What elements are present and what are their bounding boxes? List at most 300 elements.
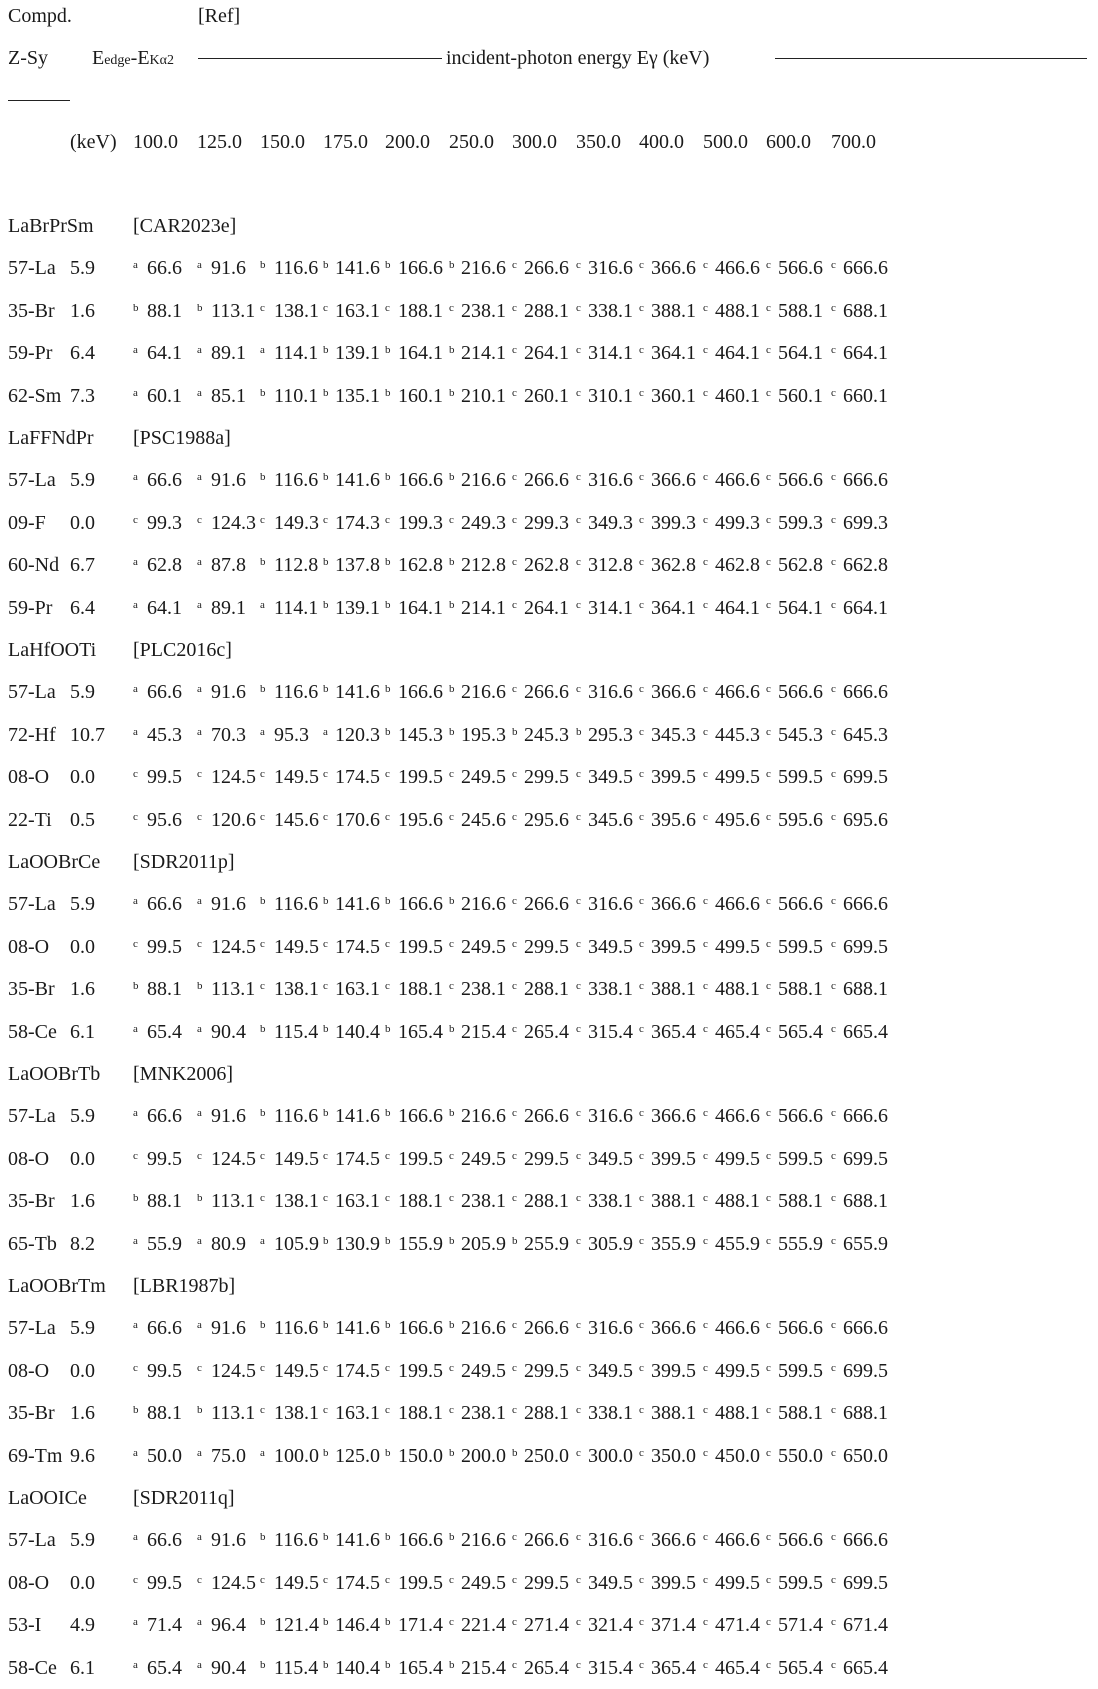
cell-value: 88.1 bbox=[147, 300, 182, 322]
cell-value: 100.0 bbox=[274, 1445, 319, 1467]
cell-value: 146.4 bbox=[335, 1614, 380, 1636]
cell-value: 124.5 bbox=[211, 1360, 256, 1382]
cell-value: 88.1 bbox=[147, 1402, 182, 1424]
cell-flag bbox=[323, 511, 330, 538]
cell-flag bbox=[260, 1232, 267, 1259]
cell-value: 466.6 bbox=[715, 1105, 760, 1127]
cell-flag-text: b bbox=[385, 259, 391, 271]
cell-flag bbox=[512, 341, 519, 368]
cell-flag bbox=[512, 977, 519, 1004]
cell-value: 91.6 bbox=[211, 893, 246, 915]
cell-flag bbox=[512, 511, 519, 538]
cell-value: 666.6 bbox=[843, 681, 888, 703]
cell-flag bbox=[766, 723, 773, 750]
cell-flag-text: c bbox=[639, 1404, 644, 1416]
cell-value: 120.6 bbox=[211, 809, 256, 831]
cell-flag bbox=[576, 892, 583, 919]
cell-flag bbox=[703, 1528, 710, 1555]
cell-flag bbox=[766, 1401, 773, 1428]
cell-flag bbox=[703, 808, 710, 835]
cell-flag-text: c bbox=[639, 1531, 644, 1543]
cell-flag-text: c bbox=[766, 302, 771, 314]
edge-energy: 9.6 bbox=[70, 1445, 95, 1467]
cell-flag bbox=[323, 1359, 330, 1386]
cell-value: 216.6 bbox=[461, 1529, 506, 1551]
cell-flag bbox=[766, 596, 773, 623]
cell-flag-text: c bbox=[385, 1574, 390, 1586]
cell-flag-text: c bbox=[766, 1235, 771, 1247]
compound-ref: [MNK2006] bbox=[133, 1063, 233, 1085]
cell-value: 349.5 bbox=[588, 1360, 633, 1382]
cell-flag-text: c bbox=[703, 1362, 708, 1374]
cell-value: 566.6 bbox=[778, 681, 823, 703]
cell-flag bbox=[449, 511, 456, 538]
energy-header-cell: 250.0 bbox=[449, 131, 494, 153]
cell-value: 66.6 bbox=[147, 257, 182, 279]
cell-flag bbox=[323, 723, 330, 750]
cell-flag bbox=[197, 299, 205, 326]
cell-value: 199.5 bbox=[398, 1148, 443, 1170]
cell-flag bbox=[703, 935, 710, 962]
cell-flag bbox=[260, 256, 268, 283]
cell-flag bbox=[133, 1401, 141, 1428]
cell-flag-text: b bbox=[449, 895, 455, 907]
cell-flag-text: c bbox=[449, 980, 454, 992]
cell-flag-text: c bbox=[323, 1404, 328, 1416]
edge-energy: 0.0 bbox=[70, 1360, 95, 1382]
cell-flag bbox=[766, 1232, 773, 1259]
cell-value: 249.3 bbox=[461, 512, 506, 534]
cell-flag-text: c bbox=[576, 387, 581, 399]
cell-flag-text: b bbox=[197, 1404, 203, 1416]
cell-flag-text: b bbox=[323, 1531, 329, 1543]
cell-value: 266.6 bbox=[524, 681, 569, 703]
cell-flag-text: c bbox=[323, 938, 328, 950]
cell-flag-text: c bbox=[576, 344, 581, 356]
cell-flag bbox=[831, 1656, 838, 1683]
cell-flag-text: c bbox=[831, 938, 836, 950]
compound-name: LaBrPrSm bbox=[8, 215, 94, 237]
cell-flag bbox=[449, 299, 456, 326]
cell-flag-text: a bbox=[133, 471, 138, 483]
cell-flag bbox=[133, 596, 140, 623]
cell-flag bbox=[639, 511, 646, 538]
cell-value: 688.1 bbox=[843, 1402, 888, 1424]
cell-flag bbox=[576, 1232, 583, 1259]
cell-value: 245.6 bbox=[461, 809, 506, 831]
cell-flag-text: c bbox=[576, 599, 581, 611]
cell-flag-text: a bbox=[133, 344, 138, 356]
cell-flag-text: c bbox=[385, 938, 390, 950]
cell-value: 299.5 bbox=[524, 936, 569, 958]
cell-flag bbox=[766, 680, 773, 707]
cell-flag bbox=[449, 1656, 457, 1683]
cell-value: 160.1 bbox=[398, 385, 443, 407]
cell-value: 115.4 bbox=[274, 1657, 319, 1679]
cell-flag bbox=[260, 935, 267, 962]
cell-flag bbox=[323, 468, 331, 495]
cell-flag bbox=[831, 1401, 838, 1428]
cell-value: 164.1 bbox=[398, 342, 443, 364]
cell-flag bbox=[576, 977, 583, 1004]
cell-value: 595.6 bbox=[778, 809, 823, 831]
cell-value: 488.1 bbox=[715, 300, 760, 322]
cell-value: 139.1 bbox=[335, 597, 380, 619]
cell-flag bbox=[323, 1528, 331, 1555]
cell-value: 115.4 bbox=[274, 1021, 319, 1043]
cell-flag-text: c bbox=[133, 938, 138, 950]
cell-flag bbox=[323, 1316, 331, 1343]
header-rule-left bbox=[198, 58, 442, 59]
cell-value: 288.1 bbox=[524, 1402, 569, 1424]
cell-flag bbox=[385, 1528, 393, 1555]
cell-value: 66.6 bbox=[147, 893, 182, 915]
cell-value: 66.6 bbox=[147, 1105, 182, 1127]
cell-flag-text: c bbox=[449, 938, 454, 950]
cell-value: 450.0 bbox=[715, 1445, 760, 1467]
cell-value: 116.6 bbox=[274, 893, 319, 915]
cell-flag-text: b bbox=[385, 1531, 391, 1543]
cell-flag-text: a bbox=[197, 387, 202, 399]
cell-flag bbox=[831, 468, 838, 495]
energy-header-cell: 175.0 bbox=[323, 131, 368, 153]
cell-flag bbox=[323, 977, 330, 1004]
cell-value: 355.9 bbox=[651, 1233, 696, 1255]
edge-energy: 4.9 bbox=[70, 1614, 95, 1636]
cell-flag-text: c bbox=[703, 471, 708, 483]
cell-flag bbox=[576, 680, 583, 707]
header-rule-right bbox=[775, 58, 1087, 59]
cell-flag-text: c bbox=[449, 1192, 454, 1204]
cell-value: 349.5 bbox=[588, 936, 633, 958]
cell-value: 164.1 bbox=[398, 597, 443, 619]
cell-value: 170.6 bbox=[335, 809, 380, 831]
cell-flag-text: b bbox=[449, 1235, 455, 1247]
cell-value: 116.6 bbox=[274, 1105, 319, 1127]
cell-value: 188.1 bbox=[398, 978, 443, 1000]
cell-value: 155.9 bbox=[398, 1233, 443, 1255]
cell-flag-text: c bbox=[197, 768, 202, 780]
cell-value: 264.1 bbox=[524, 342, 569, 364]
cell-flag bbox=[576, 1613, 583, 1640]
cell-flag-text: b bbox=[323, 556, 329, 568]
element-symbol: 58-Ce bbox=[8, 1021, 57, 1043]
cell-flag-text: c bbox=[323, 980, 328, 992]
cell-flag-text: c bbox=[831, 1023, 836, 1035]
cell-flag-text: c bbox=[323, 302, 328, 314]
cell-value: 124.5 bbox=[211, 1148, 256, 1170]
cell-flag-text: a bbox=[133, 1107, 138, 1119]
cell-flag-text: c bbox=[639, 514, 644, 526]
cell-flag-text: c bbox=[512, 1531, 517, 1543]
cell-flag bbox=[766, 1359, 773, 1386]
cell-flag-text: c bbox=[576, 1107, 581, 1119]
cell-flag bbox=[831, 299, 838, 326]
cell-value: 499.5 bbox=[715, 1148, 760, 1170]
cell-flag-text: c bbox=[766, 1023, 771, 1035]
cell-flag bbox=[766, 765, 773, 792]
cell-value: 66.6 bbox=[147, 1529, 182, 1551]
cell-flag bbox=[766, 468, 773, 495]
edge-energy: 0.0 bbox=[70, 512, 95, 534]
cell-value: 471.4 bbox=[715, 1614, 760, 1636]
cell-value: 216.6 bbox=[461, 1317, 506, 1339]
cell-flag-text: c bbox=[576, 1447, 581, 1459]
cell-flag bbox=[385, 765, 392, 792]
edge-energy: 1.6 bbox=[70, 1402, 95, 1424]
cell-flag bbox=[766, 511, 773, 538]
cell-flag-text: c bbox=[133, 514, 138, 526]
cell-flag-text: c bbox=[639, 726, 644, 738]
edge-energy: 5.9 bbox=[70, 893, 95, 915]
header-rule-short bbox=[8, 100, 70, 101]
cell-flag-text: c bbox=[323, 768, 328, 780]
energy-header-cell: 150.0 bbox=[260, 131, 305, 153]
cell-value: 99.5 bbox=[147, 1360, 182, 1382]
element-symbol: 35-Br bbox=[8, 1402, 55, 1424]
compound-ref: [PSC1988a] bbox=[133, 427, 231, 449]
cell-flag bbox=[449, 468, 457, 495]
edge-energy: 0.0 bbox=[70, 766, 95, 788]
cell-flag bbox=[133, 1571, 140, 1598]
cell-flag-text: c bbox=[639, 1235, 644, 1247]
cell-value: 116.6 bbox=[274, 681, 319, 703]
cell-value: 299.5 bbox=[524, 1360, 569, 1382]
cell-flag-text: b bbox=[449, 599, 455, 611]
cell-flag bbox=[831, 1147, 838, 1174]
cell-flag-text: c bbox=[385, 302, 390, 314]
cell-value: 499.5 bbox=[715, 936, 760, 958]
cell-flag bbox=[133, 299, 141, 326]
element-symbol: 57-La bbox=[8, 1529, 56, 1551]
cell-flag bbox=[512, 680, 519, 707]
cell-value: 138.1 bbox=[274, 300, 319, 322]
element-symbol: 35-Br bbox=[8, 978, 55, 1000]
cell-flag bbox=[576, 1656, 583, 1683]
cell-value: 66.6 bbox=[147, 469, 182, 491]
cell-flag bbox=[766, 1189, 773, 1216]
cell-flag bbox=[323, 1020, 331, 1047]
cell-flag-text: c bbox=[576, 811, 581, 823]
cell-flag bbox=[831, 1020, 838, 1047]
cell-value: 588.1 bbox=[778, 978, 823, 1000]
cell-value: 399.5 bbox=[651, 936, 696, 958]
cell-value: 89.1 bbox=[211, 597, 246, 619]
cell-flag bbox=[512, 765, 519, 792]
cell-value: 163.1 bbox=[335, 1402, 380, 1424]
cell-flag bbox=[133, 1656, 140, 1683]
cell-value: 99.3 bbox=[147, 512, 182, 534]
cell-flag bbox=[385, 553, 393, 580]
cell-flag-text: c bbox=[385, 1362, 390, 1374]
cell-flag bbox=[197, 808, 204, 835]
cell-flag bbox=[766, 1613, 773, 1640]
cell-value: 695.6 bbox=[843, 809, 888, 831]
cell-flag bbox=[197, 977, 205, 1004]
cell-value: 365.4 bbox=[651, 1657, 696, 1679]
edge-energy: 6.1 bbox=[70, 1657, 95, 1679]
cell-flag-text: c bbox=[449, 1574, 454, 1586]
cell-flag bbox=[260, 1147, 267, 1174]
cell-flag-text: c bbox=[576, 259, 581, 271]
cell-flag bbox=[133, 935, 140, 962]
cell-flag bbox=[260, 468, 268, 495]
element-symbol: 72-Hf bbox=[8, 724, 56, 746]
cell-value: 566.6 bbox=[778, 1105, 823, 1127]
cell-value: 95.6 bbox=[147, 809, 182, 831]
cell-flag bbox=[133, 256, 140, 283]
cell-flag-text: c bbox=[260, 1150, 265, 1162]
element-symbol: 22-Ti bbox=[8, 809, 52, 831]
cell-value: 145.3 bbox=[398, 724, 443, 746]
cell-value: 671.4 bbox=[843, 1614, 888, 1636]
cell-flag bbox=[639, 384, 646, 411]
cell-flag-text: c bbox=[576, 1362, 581, 1374]
cell-flag bbox=[323, 892, 331, 919]
cell-flag bbox=[512, 1189, 519, 1216]
cell-flag bbox=[197, 1104, 204, 1131]
cell-flag-text: b bbox=[260, 556, 266, 568]
cell-flag-text: a bbox=[133, 683, 138, 695]
cell-flag-text: c bbox=[512, 471, 517, 483]
cell-value: 466.6 bbox=[715, 1529, 760, 1551]
cell-flag-text: c bbox=[449, 1362, 454, 1374]
cell-flag-text: b bbox=[260, 683, 266, 695]
cell-flag bbox=[385, 680, 393, 707]
cell-flag-text: b bbox=[449, 683, 455, 695]
cell-flag-text: c bbox=[639, 938, 644, 950]
cell-flag bbox=[512, 1316, 519, 1343]
cell-value: 55.9 bbox=[147, 1233, 182, 1255]
compound-ref: [PLC2016c] bbox=[133, 639, 232, 661]
cell-flag-text: c bbox=[703, 1531, 708, 1543]
cell-value: 316.6 bbox=[588, 257, 633, 279]
cell-value: 388.1 bbox=[651, 300, 696, 322]
cell-value: 264.1 bbox=[524, 597, 569, 619]
cell-value: 599.5 bbox=[778, 1572, 823, 1594]
cell-flag bbox=[449, 723, 457, 750]
cell-flag bbox=[385, 808, 392, 835]
cell-flag-text: b bbox=[449, 726, 455, 738]
cell-value: 88.1 bbox=[147, 978, 182, 1000]
cell-flag-text: c bbox=[512, 811, 517, 823]
cell-flag bbox=[449, 1020, 457, 1047]
compound-ref: [SDR2011q] bbox=[133, 1487, 235, 1509]
cell-flag bbox=[323, 299, 330, 326]
cell-flag bbox=[449, 1444, 457, 1471]
cell-value: 599.3 bbox=[778, 512, 823, 534]
cell-flag bbox=[385, 299, 392, 326]
cell-flag bbox=[385, 256, 393, 283]
cell-flag-text: b bbox=[512, 726, 518, 738]
cell-flag bbox=[133, 1189, 141, 1216]
cell-flag-text: c bbox=[133, 811, 138, 823]
cell-value: 64.1 bbox=[147, 342, 182, 364]
cell-flag-text: c bbox=[576, 768, 581, 780]
cell-flag bbox=[831, 1189, 838, 1216]
cell-flag bbox=[766, 1147, 773, 1174]
cell-flag bbox=[133, 1316, 140, 1343]
cell-value: 388.1 bbox=[651, 1190, 696, 1212]
cell-flag bbox=[639, 299, 646, 326]
cell-value: 89.1 bbox=[211, 342, 246, 364]
cell-flag-text: c bbox=[512, 514, 517, 526]
cell-flag-text: c bbox=[639, 1574, 644, 1586]
cell-value: 455.9 bbox=[715, 1233, 760, 1255]
cell-flag-text: b bbox=[133, 302, 139, 314]
cell-flag-text: a bbox=[133, 1235, 138, 1247]
cell-value: 566.6 bbox=[778, 469, 823, 491]
compound-name: LaFFNdPr bbox=[8, 427, 94, 449]
cell-flag bbox=[512, 553, 519, 580]
cell-flag bbox=[639, 341, 646, 368]
cell-value: 75.0 bbox=[211, 1445, 246, 1467]
cell-value: 174.5 bbox=[335, 1360, 380, 1382]
cell-flag-text: a bbox=[133, 1616, 138, 1628]
energy-header-cell: 100.0 bbox=[133, 131, 178, 153]
cell-flag-text: c bbox=[260, 980, 265, 992]
cell-flag bbox=[576, 299, 583, 326]
cell-flag bbox=[133, 808, 140, 835]
cell-flag-text: a bbox=[260, 1235, 265, 1247]
cell-flag bbox=[831, 256, 838, 283]
cell-flag-text: c bbox=[766, 980, 771, 992]
cell-flag bbox=[703, 892, 710, 919]
cell-flag bbox=[766, 1104, 773, 1131]
cell-flag-text: c bbox=[831, 1447, 836, 1459]
cell-value: 199.3 bbox=[398, 512, 443, 534]
cell-flag-text: b bbox=[323, 1319, 329, 1331]
cell-flag bbox=[260, 1528, 268, 1555]
cell-value: 571.4 bbox=[778, 1614, 823, 1636]
cell-flag bbox=[385, 468, 393, 495]
cell-flag-text: c bbox=[831, 1531, 836, 1543]
cell-value: 666.6 bbox=[843, 469, 888, 491]
cell-flag-text: b bbox=[323, 1107, 329, 1119]
cell-flag bbox=[133, 977, 141, 1004]
cell-flag-text: b bbox=[449, 1023, 455, 1035]
cell-value: 141.6 bbox=[335, 1529, 380, 1551]
cell-flag bbox=[512, 256, 519, 283]
cell-value: 288.1 bbox=[524, 1190, 569, 1212]
compound-name: LaHfOOTi bbox=[8, 639, 97, 661]
cell-flag bbox=[323, 680, 331, 707]
cell-flag bbox=[639, 596, 646, 623]
cell-value: 365.4 bbox=[651, 1021, 696, 1043]
cell-flag-text: c bbox=[512, 1574, 517, 1586]
cell-flag bbox=[260, 511, 267, 538]
cell-flag-text: b bbox=[323, 895, 329, 907]
cell-value: 362.8 bbox=[651, 554, 696, 576]
cell-flag bbox=[639, 1571, 646, 1598]
cell-value: 141.6 bbox=[335, 1105, 380, 1127]
cell-value: 399.5 bbox=[651, 1572, 696, 1594]
cell-flag-text: c bbox=[323, 1362, 328, 1374]
cell-value: 216.6 bbox=[461, 893, 506, 915]
compound-name: LaOOBrTb bbox=[8, 1063, 101, 1085]
cell-value: 116.6 bbox=[274, 1317, 319, 1339]
header-edge-label bbox=[92, 46, 174, 73]
cell-flag-text: c bbox=[831, 1574, 836, 1586]
cell-flag bbox=[449, 935, 456, 962]
cell-flag-text: c bbox=[639, 387, 644, 399]
cell-flag-text: c bbox=[766, 1107, 771, 1119]
cell-flag bbox=[260, 765, 267, 792]
cell-flag bbox=[133, 892, 140, 919]
cell-value: 349.5 bbox=[588, 1572, 633, 1594]
cell-value: 271.4 bbox=[524, 1614, 569, 1636]
cell-flag-text: a bbox=[260, 1447, 265, 1459]
